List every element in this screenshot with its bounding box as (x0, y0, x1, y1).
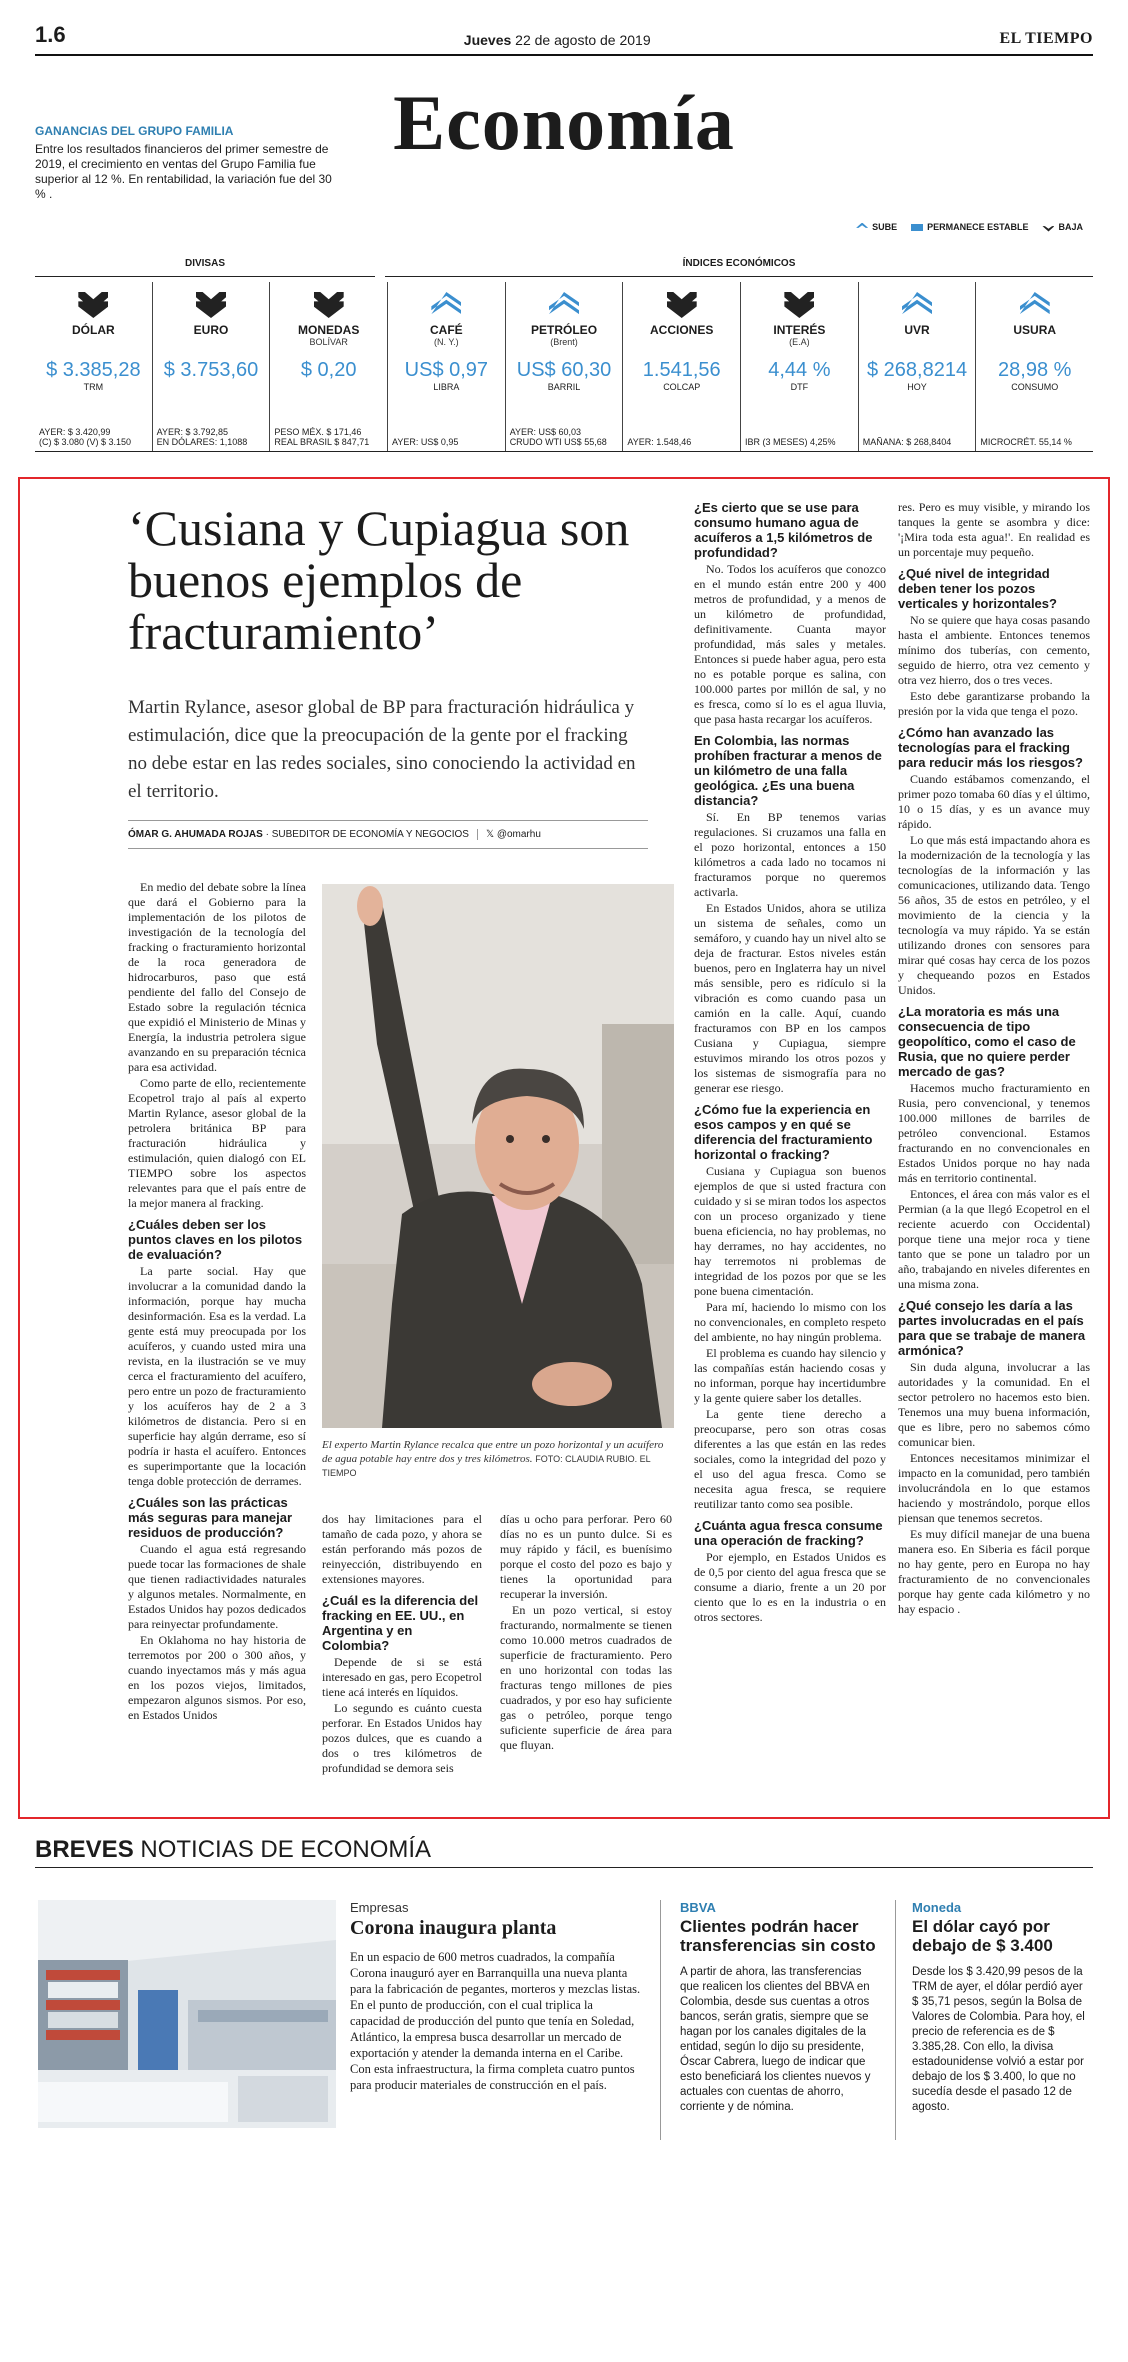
article-column-3 (500, 1512, 672, 1802)
arrow-down-icon (1042, 223, 1054, 232)
caption-text: El experto Martin Rylance recalca que entre un pozo horizontal y un acuífero de agua potable hay entre dos y tres kilómetros. (322, 1439, 664, 1465)
interview-question: ¿Qué nivel de integridad deben tener los pozos verticales y horizontales? (898, 566, 1057, 611)
interview-question: ¿Cuáles deben ser los puntos claves en los pilotos de evaluación? (128, 1217, 303, 1262)
indicator-foot: MAÑANA: $ 268,8404 (862, 437, 952, 447)
article-column-5 (898, 500, 1090, 1800)
byline-role: · SUBEDITOR DE ECONOMÍA Y NEGOCIOS (262, 829, 469, 840)
indicator-value: $ 3.385,28 (46, 359, 141, 381)
byline-author: ÓMAR G. AHUMADA ROJAS (128, 829, 263, 840)
indicator-name: DÓLAR (72, 323, 115, 337)
photo-caption (322, 1438, 674, 1480)
indicator-value: 1.541,56 (642, 359, 721, 381)
indicator-sub (976, 337, 1093, 347)
interview-question: ¿Cuáles son las prácticas más seguras para manejar residuos de producción? (128, 1495, 293, 1540)
day-name: Jueves (463, 32, 512, 48)
paragraph: Cusiana y Cupiagua son buenos ejemplos de que si usted fractura con cuidado y si se miran todos los aspectos con un proceso organizado y tiene buena eficiencia, no hay problemas, no hay derrames, no hay accidentes, no hay terremotos ni problemas de integridad de los pozos por que se les pone buena cimentación. (694, 1164, 886, 1298)
indicator-unit: DTF (790, 382, 809, 392)
indicator-value: $ 268,8214 (866, 359, 968, 381)
indicator-foot: AYER: US$ 0,95 (392, 437, 459, 447)
twitter-handle-text: @omarhu (496, 829, 541, 840)
brief-kicker: BBVA (680, 1900, 716, 1915)
indicator-sub (623, 337, 740, 347)
indicator-value: US$ 0,97 (404, 359, 489, 381)
brief-title[interactable]: Clientes podrán hacer transferencias sin costo (680, 1917, 876, 1955)
paragraph: Por ejemplo, en Estados Unidos es de 0,5 por ciento del agua fresca que se consume a diario, frente a un 20 por ciento que lo es en la industria o en otros sectores. (694, 1550, 886, 1624)
interview-question: ¿Cómo han avanzado las tecnologías para el fracking para reducir más los riesgos? (898, 725, 1083, 770)
paragraph: Depende de si se está interesado en gas, pero Ecopetrol tiene acá interés en líquidos. (322, 1655, 482, 1699)
indicator-name: CAFÉ (430, 323, 463, 337)
indicator-unit: LIBRA (433, 382, 460, 392)
paragraph: dos hay limitaciones para el tamaño de cada pozo, y ahora se están perforando más pozos de reinyección, distribuyendo en extensiones mayores. (322, 1512, 482, 1586)
legend-down-label: BAJA (1058, 222, 1083, 232)
indicator-name: INTERÉS (773, 323, 826, 337)
brief-body: En un espacio de 600 metros cuadrados, la compañía Corona inauguró ayer en Barranquilla una nueva planta para la fabricación de pegantes, morteros y mezclas listas. En el punto de producción, con el cual triplica la capacidad de producción del punto que tenía en Soledad, Atlántico, la empresa busca desarrollar un mercado de exportación y atender la demanda interna en el Caribe. Con esta infraestructura, la firma completa cuatro puntos para producir materiales de construcción en el país. (350, 1950, 641, 2092)
indicator-sub: (E.A) (789, 337, 810, 347)
indicator-sub (859, 337, 976, 347)
paragraph: La gente tiene derecho a preocuparse, pero son otras cosas diferentes a las que están en las redes sociales, como la integridad del pozo y el uso del agua fresca. Como se necesita agua fresca, se requiere reutilizar tanto como sea posible. (694, 1407, 886, 1511)
indicator-unit: TRM (83, 382, 104, 392)
indicator-monedas[interactable] (270, 282, 388, 451)
indicator-sub: (Brent) (550, 337, 578, 347)
indicator-euro[interactable] (153, 282, 271, 451)
trend-legend (856, 222, 1083, 232)
indices-label: ÍNDICES ECONÓMICOS (675, 258, 804, 269)
indicator-unit: BARRIL (547, 382, 581, 392)
indicator-cafe[interactable] (388, 282, 506, 451)
indicator-value: 28,98 % (998, 359, 1072, 381)
section-title: Economía (393, 79, 735, 166)
indicator-foot: AYER: $ 3.792,85 EN DÓLARES: 1,1088 (156, 427, 248, 447)
trend-down-icon (667, 292, 697, 318)
paragraph: Cuando el agua está regresando puede tocar las formaciones de shale que tienen radiactividades naturales y algunos metales. Normalmente, en Estados Unidos hay pozos dedicados para reinyectar profundamente. (128, 1542, 306, 1631)
trend-down-icon (196, 292, 226, 318)
brief-corona[interactable] (350, 1900, 642, 2093)
interview-question: ¿Cuál es la diferencia del fracking en EE. UU., en Argentina y en Colombia? (322, 1593, 479, 1653)
brief-title[interactable]: Corona inaugura planta (350, 1917, 557, 1939)
page-number: 1.6 (35, 22, 66, 47)
promo-kicker: GANANCIAS DEL GRUPO FAMILIA (35, 124, 234, 138)
article-column-4 (694, 500, 886, 1800)
indicator-dolar[interactable] (35, 282, 153, 451)
breves-header (35, 1836, 1093, 1868)
page-header (35, 22, 1093, 56)
indicator-name: PETRÓLEO (531, 323, 598, 337)
paragraph: Sin duda alguna, involucrar a las autoridades y la comunidad. En el sector petrolero no hacemos esto bien. Tenemos una muy buena información, que es libre, pero no sabemos cómo comunicar bien. (898, 1360, 1090, 1449)
photo-credit: FOTO: CLAUDIA RUBIO. EL TIEMPO (322, 1454, 651, 1478)
paragraph: Entonces, el área con más valor es el Permian (a la que llegó Ecopetrol en el reciente acuerdo con Occidental) porque tiene una mejor roca y tiene tanto que se pone un taladro por un año, trabajando en niveles diferentes en una misma zona. (898, 1187, 1090, 1291)
trend-down-icon (314, 292, 344, 318)
paragraph: Como parte de ello, recientemente Ecopetrol trajo al país al experto Martin Rylance, asesor global de la petrolera británica BP para fracturación hidráulica y estimulación, quien dialogó con EL TIEMPO sobre los aspectos relevantes para que el país entre de la mejor manera al fracking. (128, 1076, 306, 1210)
indicator-value: $ 3.753,60 (163, 359, 259, 381)
trend-down-icon (78, 292, 108, 318)
indicators-strip (35, 282, 1093, 452)
column-divider (895, 1900, 896, 2140)
indicator-sub (153, 337, 270, 347)
interview-question: ¿Es cierto que se use para consumo humano agua de acuíferos a 1,5 kilómetros de profundidad? (694, 500, 873, 560)
paragraph: Lo segundo es cuánto cuesta perforar. En Estados Unidos hay pozos dulces, que es cuando a dos o tres kilómetros de profundidad se demora seis (322, 1701, 482, 1775)
article-byline (128, 820, 648, 849)
indicator-sub: BOLÍVAR (309, 337, 348, 347)
interview-question: En Colombia, las normas prohíben fracturar a menos de un kilómetro de una falla geológica. ¿Es una buena distancia? (694, 733, 882, 808)
legend-up (856, 222, 897, 232)
newspaper-name: EL TIEMPO (999, 30, 1093, 47)
paragraph: No. Todos los acuíferos que conozco en el mundo están entre 200 y 400 metros de profundidad, y a menos de un kilómetro de profundidad, definitivamente. Cuanta mayor profundidad, más sales y metales. Entonces si puede haber agua, pero esta no es potable porque es salina, con 100.000 partes por millón de sal, y no es fresca, como sí lo es el agua lluvia, que pasa hasta recargar los acuíferos. (694, 562, 886, 726)
legend-down (1042, 222, 1083, 232)
promo-box[interactable] (35, 124, 335, 202)
brief-title[interactable]: El dólar cayó por debajo de $ 3.400 (912, 1917, 1053, 1955)
trend-up-icon (431, 292, 461, 318)
indicator-value: $ 0,20 (300, 359, 357, 381)
indicator-usura[interactable] (976, 282, 1093, 451)
brief-body: A partir de ahora, las transferencias que realicen los clientes del BBVA en Colombia, desde sus cuentas a otros bancos, serán gratis, siempre que se hagan por los canales digitales de la entidad, según lo dijo su presidente, Óscar Cabrera, luego de indicar que esto beneficiará los clientes nuevos y actuales con cuentas de ahorro, corriente y de nómina. (680, 1966, 871, 2113)
article-column-1 (128, 880, 306, 1800)
trend-up-icon (549, 292, 579, 318)
brief-body: Desde los $ 3.420,99 pesos de la TRM de ayer, el dólar perdió ayer $ 35,71 pesos, según la Bolsa de Valores de Colombia. Para hoy, el precio de referencia es de $ 3.385,28. Con ello, la divisa estadounidense volvió a estar por debajo de los $ 3.400, lo que no sucedía desde el pasado 12 de agosto. (912, 1966, 1085, 2113)
indicator-foot: PESO MÉX. $ 171,46 REAL BRASIL $ 847,71 (274, 427, 370, 447)
promo-text: Entre los resultados financieros del primer semestre de 2019, el crecimiento en ventas del Grupo Familia fue superior al 12 %. En rentabilidad, la variación fue del 30 % . (35, 142, 332, 201)
indicator-value: US$ 60,30 (516, 359, 612, 381)
paragraph: Entonces necesitamos minimizar el impacto en la comunidad, pero también involucrándola en lo que estamos haciendo y mostrándolo, porque ellos piensan que tenemos secretos. (898, 1451, 1090, 1525)
date: 22 de agosto de 2019 (515, 32, 651, 48)
article-headline[interactable]: ‘Cusiana y Cupiagua son buenos ejemplos de fracturamiento’ (128, 500, 630, 660)
breves-label-rest: NOTICIAS DE ECONOMÍA (133, 1836, 432, 1863)
indicator-unit: COLCAP (663, 382, 701, 392)
corona-plant-photo (38, 1900, 336, 2128)
paragraph: Sí. En BP tenemos varias regulaciones. Si cruzamos una falla en el pozo horizontal, entonces a 150 kilómetros a cada lado no tocamos ni fracturamos porque no queremos activarla. (694, 810, 886, 899)
trend-up-icon (902, 292, 932, 318)
paragraph: res. Pero es muy visible, y mirando los tanques la gente se asombra y dice: '¡Mira toda esta agua!'. En realidad es un porcentaje muy pequeño. (898, 500, 1090, 559)
paragraph: En medio del debate sobre la línea que dará el Gobierno para la implementación de los pilotos de investigación de la tecnología del fracking o fracturamiento horizontal de la roca generadora de hidrocarburos, paso que está pendiente del fallo del Consejo de Estado sobre la regulación técnica que expidió el Ministerio de Minas y Energía, la industria petrolera sigue avanzando en su preparación técnica para esa actividad. (128, 880, 306, 1074)
indicator-unit: CONSUMO (1011, 382, 1059, 392)
twitter-handle[interactable]: 𝕏 @omarhu (477, 829, 541, 840)
interview-question: ¿La moratoria es más una consecuencia de tipo geopolítico, como el caso de Rusia, que no quiere perder mercado de gas? (898, 1004, 1076, 1079)
indicator-acciones[interactable] (623, 282, 741, 451)
arrow-up-icon (856, 223, 868, 232)
dateline (115, 32, 999, 48)
indicator-foot: AYER: US$ 60,03 CRUDO WTI US$ 55,68 (509, 427, 607, 447)
indicator-foot: MICROCRÉT. 55,14 % (980, 437, 1072, 447)
column-divider (660, 1900, 661, 2140)
article-column-2 (322, 1512, 482, 1802)
indicator-name: MONEDAS (298, 323, 360, 337)
interview-question: ¿Qué consejo les daría a las partes involucradas en el país para que se trabaje de manera armónica? (898, 1298, 1086, 1358)
indicator-unit: HOY (907, 382, 927, 392)
paragraph: No se quiere que haya cosas pasando hasta el ambiente. Entonces tenemos mínimo dos tuberías, con cemento, seguido de hierro, otra vez cemento y otra vez hierro, dos o tres veces. (898, 613, 1090, 687)
indicator-uvr[interactable] (859, 282, 977, 451)
indicator-sub (35, 337, 152, 347)
trend-up-icon (1020, 292, 1050, 318)
legend-up-label: SUBE (872, 222, 898, 232)
paragraph: días u ocho para perforar. Pero 60 días no es un punto dulce. Si es muy rápido y fácil, es buenísimo porque el costo del pozo es bajo y tienes la oportunidad para recuperar la inversión. (500, 1512, 672, 1601)
indicator-foot: AYER: 1.548,46 (627, 437, 692, 447)
indicator-foot: AYER: $ 3.420,99 (C) $ 3.080 (V) $ 3.150 (39, 427, 132, 447)
breves-label-bold: BREVES (35, 1836, 134, 1863)
legend-flat (911, 222, 1028, 232)
indicators-header (35, 258, 1093, 274)
indicator-name: USURA (1013, 323, 1057, 337)
indicator-sub: (N. Y.) (434, 337, 459, 347)
paragraph: Cuando estábamos comenzando, el primer pozo tomaba 60 días y el último, 10 o 15 días, y es un avance muy rápido. (898, 772, 1090, 831)
paragraph: El problema es cuando hay silencio y las compañías están haciendo cosas y no informan, porque hay incertidumbre y la gente quiere saber los detalles. (694, 1346, 886, 1405)
stable-icon (911, 224, 923, 231)
indicator-interes[interactable] (741, 282, 859, 451)
interview-question: ¿Cómo fue la experiencia en esos campos y en qué se diferencia del fracturamiento horizontal o fracking? (694, 1102, 873, 1162)
indicator-foot: IBR (3 MESES) 4,25% (745, 437, 836, 447)
divisas-label: DIVISAS (177, 258, 233, 269)
paragraph: La parte social. Hay que involucrar a la comunidad dando la información, porque hay mucha desinformación. Esa es la verdad. La gente está muy preocupada por los acuíferos, y cuando usted mira una revista, en la ilustración se ve muy cerca el fracturamiento del acuífero, pero entre un pozo de fracturamiento y los acuíferos hay de 2 a 3 kilómetros de distancia. Pero si en superficie hay algún derrame, eso sí podría ir hasta el acuífero. Entonces es superimportante que la locación tenga doble protección de derrames. (128, 1264, 306, 1488)
indicator-value: 4,44 % (768, 359, 831, 381)
article-photo (322, 884, 674, 1428)
rylance-portrait (322, 884, 674, 1428)
article-deck: Martin Rylance, asesor global de BP para fracturación hidráulica y estimulación, dice que la preocupación de la gente por el fracking no debe estar en las redes sociales, sino conociendo la actividad en el territorio. (128, 697, 636, 802)
indicator-petroleo[interactable] (506, 282, 624, 451)
warehouse-image (38, 1900, 336, 2128)
paragraph: Esto debe garantizarse probando la presión por la vida que tenga el pozo. (898, 689, 1090, 718)
brief-kicker: Moneda (912, 1900, 962, 1915)
brief-moneda[interactable] (912, 1900, 1092, 2115)
paragraph: Para mí, haciendo lo mismo con los no convencionales, en completo respeto del ambiente, no hay ningún problema. (694, 1300, 886, 1344)
paragraph: En un pozo vertical, si estoy fracturando, normalmente se tienen como 10.000 metros cuadrados de superficie de fracturamiento. Pero en uno horizontal con todas las fracturas tengo millones de pies cuadrados, y por eso hay suficiente gas o petróleo, porque tengo suficiente superficie de área para que fluyan. (500, 1603, 672, 1752)
paragraph: En Estados Unidos, ahora se utiliza un sistema de señales, como un semáforo, y cuando hay un nivel alto se deja de fracturar. Estos niveles están buenos, pero en Inglaterra hay un nivel más sensible, pero es ridículo si la vibración es como cuando pasa un camión en la calle. Aquí, cuando fracturamos con BP en los campos Cusiana y Cupiagua, siempre estuvimos mirando los otros pozos y los sistemas de sismografía para no generar ese riesgo. (694, 901, 886, 1095)
brief-kicker: Empresas (350, 1900, 409, 1915)
paragraph: Lo que más está impactando ahora es la modernización de la tecnología y las tecnologías de la información y las comunicaciones, utilizando data. Tengo 56 años, 35 de estos en petróleo, y el movimiento de la ciencia y la tecnología va muy rápido. Ya se están utilizando drones con sensores para mirar qué cosas hay cerca de los pozos y chequeando pozos en Estados Unidos. (898, 833, 1090, 997)
indicator-name: EURO (193, 323, 229, 337)
paragraph: Es muy difícil manejar de una buena manera eso. En Siberia es fácil porque no hay gente, pero en Europa no hay fracturamiento de no convencionales porque hay gente cada kilómetro y no hay espacio . (898, 1527, 1090, 1616)
brief-bbva[interactable] (680, 1900, 880, 2115)
indicator-name: UVR (904, 323, 930, 337)
paragraph: En Oklahoma no hay historia de terremotos por 200 o 300 años, y cuando inyectamos más y más agua en los pozos viejos, limitados, empezaron algunos sismos. Por eso, en Estados Unidos (128, 1633, 306, 1722)
trend-down-icon (784, 292, 814, 318)
legend-flat-label: PERMANECE ESTABLE (927, 222, 1029, 232)
indicator-name: ACCIONES (650, 323, 714, 337)
interview-question: ¿Cuánta agua fresca consume una operación de fracking? (694, 1518, 883, 1548)
paragraph: Hacemos mucho fracturamiento en Rusia, pero convencional, y tenemos 100.000 millones de barriles de petróleo convencional. Estamos fracturando en no convencionales en Estados Unidos porque no hay nada más en territorio continental. (898, 1081, 1090, 1185)
